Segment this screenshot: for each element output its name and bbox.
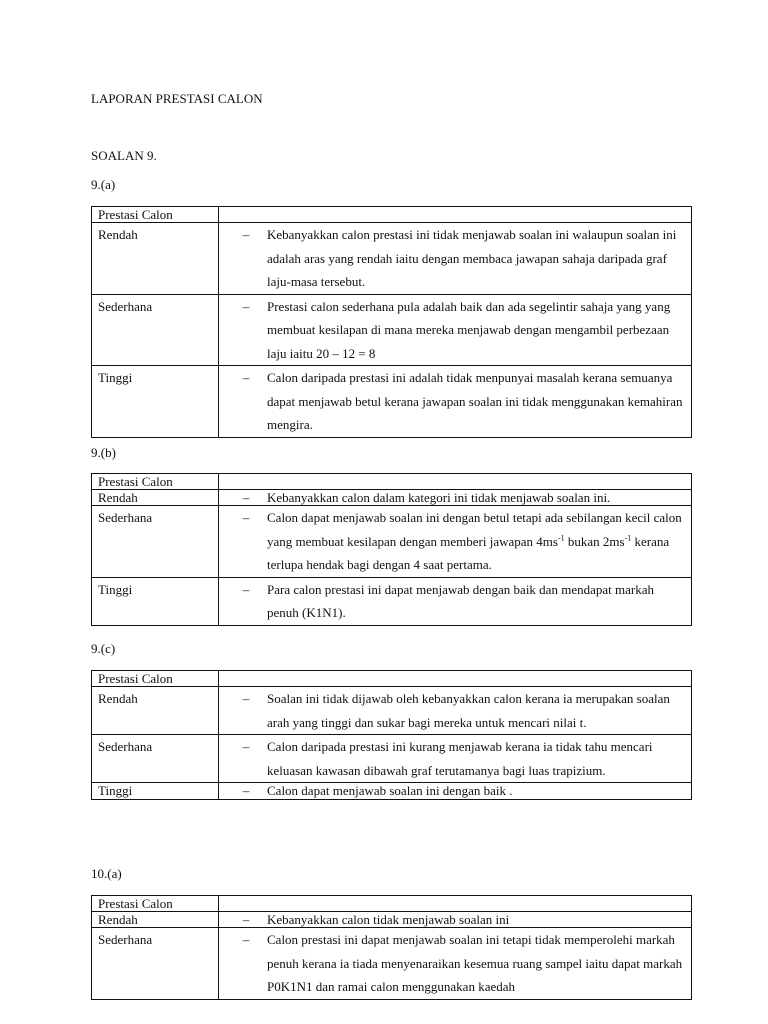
description-cell xyxy=(219,366,692,438)
description-text: Soalan ini tidak dijawab oleh kebanyakkan calon kerana ia merupakan soalan arah yang tinggi dan sukar bagi mereka untuk mencari nilai t. xyxy=(267,691,670,730)
table-row xyxy=(92,577,692,625)
description-text: Calon dapat menjawab soalan ini dengan baik . xyxy=(267,783,513,798)
description-cell xyxy=(219,687,692,735)
question-heading: SOALAN 9. xyxy=(91,148,157,163)
table-header-row xyxy=(92,671,692,687)
level-cell: Sederhana xyxy=(92,506,219,578)
description-text: Kebanyakkan calon dalam kategori ini tidak menjawab soalan ini. xyxy=(267,490,611,505)
description-cell xyxy=(219,912,692,928)
table-row xyxy=(92,687,692,735)
dash-bullet: – xyxy=(242,932,250,947)
section-label-10a: 10.(a) xyxy=(91,866,122,881)
description-cell xyxy=(219,223,692,295)
header-blank-cell xyxy=(219,474,692,490)
performance-table-9c xyxy=(91,670,692,800)
dash-bullet: – xyxy=(242,510,250,525)
dash-bullet: – xyxy=(242,370,250,385)
header-cell: Prestasi Calon xyxy=(92,896,219,912)
level-cell: Tinggi xyxy=(92,783,219,800)
dash-bullet: – xyxy=(242,298,250,314)
table-row xyxy=(92,223,692,295)
dash-bullet: – xyxy=(242,783,250,798)
description-text: Kebanyakkan calon prestasi ini tidak menjawab soalan ini walaupun soalan ini adalah aras yang rendah iaitu dengan membaca jawapan sahaja daripada graf laju-masa tersebut. xyxy=(267,227,677,289)
table-row xyxy=(92,928,692,1000)
table-row xyxy=(92,294,692,366)
section-label-9b: 9.(b) xyxy=(91,445,116,460)
header-blank-cell xyxy=(219,671,692,687)
level-cell: Sederhana xyxy=(92,928,219,1000)
table-header-row xyxy=(92,474,692,490)
level-cell: Tinggi xyxy=(92,577,219,625)
description-text: Calon daripada prestasi ini kurang menjawab kerana ia tidak tahu mencari keluasan kawasan dibawah graf terutamanya bagi luas trapizium. xyxy=(267,739,653,778)
table-row xyxy=(92,366,692,438)
description-cell xyxy=(219,294,692,366)
dash-bullet: – xyxy=(242,691,250,706)
description-cell xyxy=(219,928,692,1000)
header-blank-cell xyxy=(219,896,692,912)
description-text: Kebanyakkan calon tidak menjawab soalan ini xyxy=(267,912,510,927)
table-header-row xyxy=(92,207,692,223)
header-cell: Prestasi Calon xyxy=(92,207,219,223)
description-text: Calon prestasi ini dapat menjawab soalan ini tetapi tidak memperolehi markah penuh kerana ia tiada menyenaraikan kesemua ruang sampel iaitu dapat markah P0K1N1 dan ramai calon menggunakan kaedah xyxy=(267,932,683,994)
performance-table-9a xyxy=(91,206,692,438)
level-cell: Tinggi xyxy=(92,366,219,438)
description-text: Prestasi calon sederhana pula adalah baik dan ada segelintir sahaja yang yang membuat kesilapan di mana mereka menjawab dengan mengambil perbezaan laju iaitu 20 – 12 = 8 xyxy=(267,298,671,361)
text-part: Calon dapat menjawab soalan ini dengan betul tetapi ada sebilangan kecil calon yang membuat kesilapan dengan memberi jawapan 4ms xyxy=(267,510,682,549)
description-text: Calon daripada prestasi ini adalah tidak menpunyai masalah kerana semuanya dapat menjawab betul kerana jawapan soalan ini tidak menggunakan kemahiran mengira. xyxy=(267,370,683,432)
description-cell xyxy=(219,577,692,625)
header-cell: Prestasi Calon xyxy=(92,671,219,687)
performance-table-10a xyxy=(91,895,692,1000)
superscript: -1 xyxy=(624,533,632,543)
level-cell: Sederhana xyxy=(92,294,219,366)
description-text xyxy=(267,506,691,577)
description-cell xyxy=(219,506,692,578)
table-header-row xyxy=(92,896,692,912)
superscript: -1 xyxy=(557,533,565,543)
description-cell xyxy=(219,735,692,783)
description-cell xyxy=(219,783,692,800)
section-label-9c: 9.(c) xyxy=(91,641,116,656)
section-label-9a: 9.(a) xyxy=(91,177,116,192)
description-cell xyxy=(219,490,692,506)
level-cell: Rendah xyxy=(92,490,219,506)
table-row xyxy=(92,783,692,800)
level-cell: Rendah xyxy=(92,223,219,295)
dash-bullet: – xyxy=(242,912,250,927)
level-cell: Rendah xyxy=(92,687,219,735)
text-part: bukan 2ms xyxy=(564,533,625,549)
description-text: Para calon prestasi ini dapat menjawab dengan baik dan mendapat markah penuh (K1N1). xyxy=(267,581,654,620)
table-row xyxy=(92,912,692,928)
level-cell: Rendah xyxy=(92,912,219,928)
table-row xyxy=(92,735,692,783)
dash-bullet: – xyxy=(242,739,250,754)
level-cell: Sederhana xyxy=(92,735,219,783)
dash-bullet: – xyxy=(242,581,250,597)
header-cell: Prestasi Calon xyxy=(92,474,219,490)
page-title: LAPORAN PRESTASI CALON xyxy=(91,91,263,106)
performance-table-9b xyxy=(91,473,692,626)
dash-bullet: – xyxy=(242,227,250,242)
table-row xyxy=(92,490,692,506)
header-blank-cell xyxy=(219,207,692,223)
text-part: kerana terlupa hendak bagi dengan 4 saat pertama. xyxy=(267,533,670,572)
table-row xyxy=(92,506,692,578)
dash-bullet: – xyxy=(242,490,250,505)
